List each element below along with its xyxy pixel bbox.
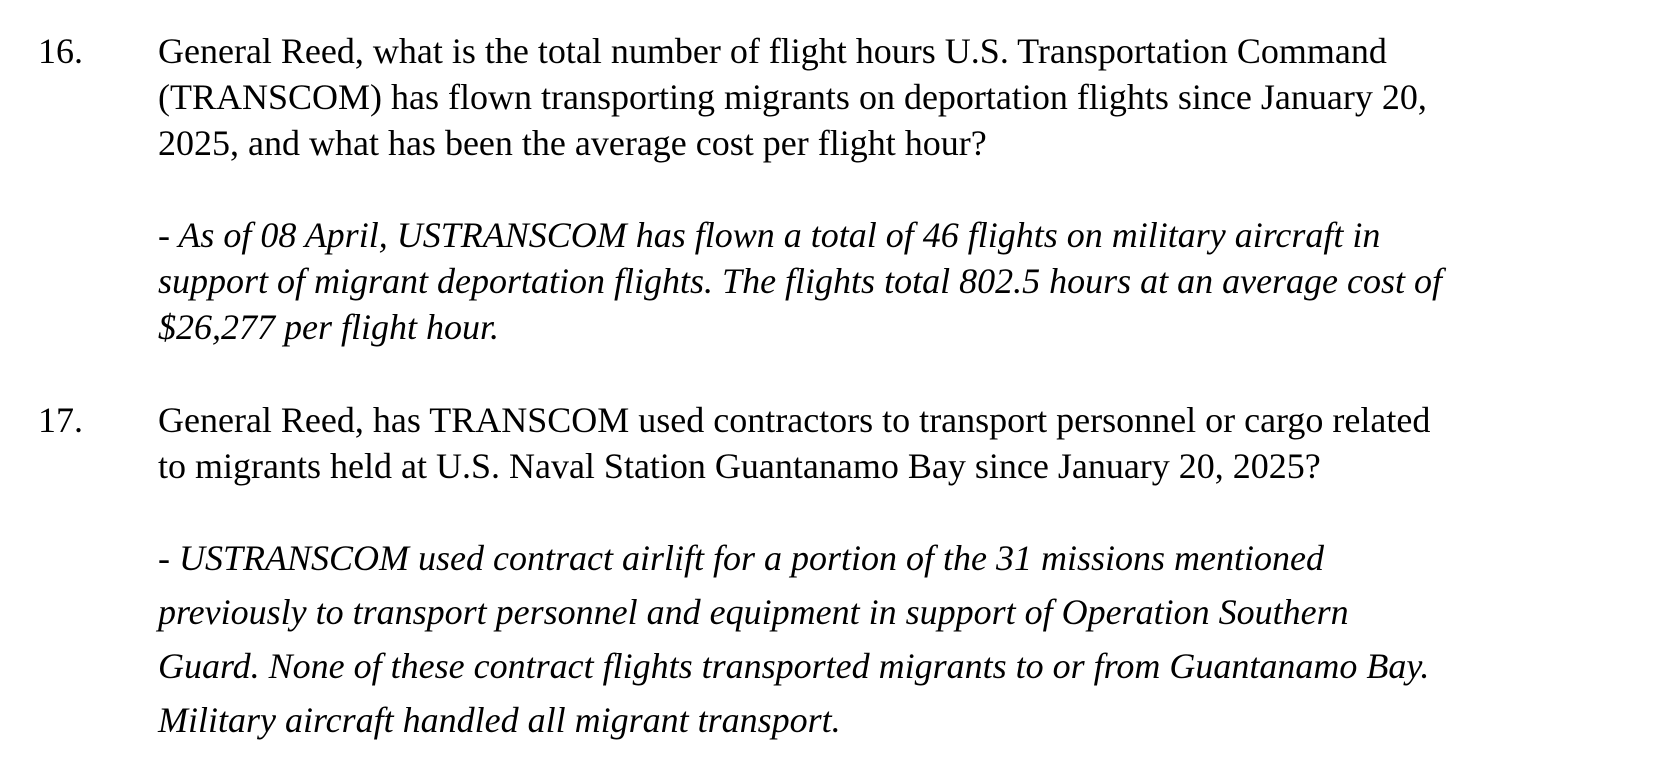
answer-line: Military aircraft handled all migrant transport.	[158, 700, 841, 740]
answer-line: - As of 08 April, USTRANSCOM has flown a total of 46 flights on military aircraft in	[158, 215, 1381, 255]
answer-text	[158, 212, 1638, 350]
question-line: to migrants held at U.S. Naval Station Guantanamo Bay since January 20, 2025?	[158, 446, 1321, 486]
answer-line: $26,277 per flight hour.	[158, 307, 500, 347]
answer-line: Guard. None of these contract flights transported migrants to or from Guantanamo Bay.	[158, 646, 1430, 686]
answer-line: support of migrant deportation flights. The flights total 802.5 hours at an average cost of	[158, 261, 1443, 301]
question-number: 16.	[38, 31, 83, 71]
question-number: 17.	[38, 400, 83, 440]
question-text	[158, 28, 1638, 166]
question-line: General Reed, what is the total number of flight hours U.S. Transportation Command	[158, 31, 1387, 71]
question-line: General Reed, has TRANSCOM used contractors to transport personnel or cargo related	[158, 400, 1431, 440]
answer-text	[158, 531, 1638, 747]
question-text	[158, 397, 1638, 489]
answer-line: - USTRANSCOM used contract airlift for a portion of the 31 missions mentioned	[158, 538, 1324, 578]
question-line: (TRANSCOM) has flown transporting migrants on deportation flights since January 20,	[158, 77, 1427, 117]
question-line: 2025, and what has been the average cost per flight hour?	[158, 123, 987, 163]
answer-line: previously to transport personnel and equipment in support of Operation Southern	[158, 592, 1349, 632]
